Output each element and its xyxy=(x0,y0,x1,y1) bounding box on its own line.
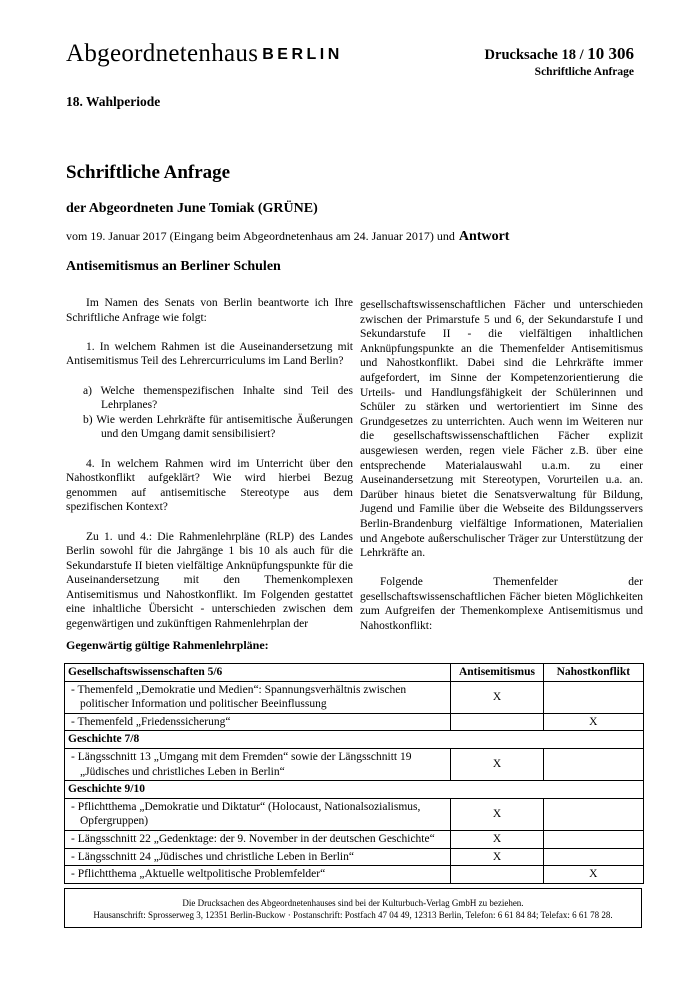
table-section-row xyxy=(65,731,644,749)
footer-box xyxy=(64,888,642,928)
question-2b: b) Wie werden Lehrkräfte für antisemitische Äußerungen und den Umgang damit sensibilisiert? xyxy=(83,413,353,441)
nahostkonflikt-mark: X xyxy=(543,866,643,884)
table-title: Gegenwärtig gültige Rahmenlehrpläne: xyxy=(66,638,269,652)
header-cell: Antisemitismus xyxy=(451,664,543,682)
topic-cell: - Längsschnitt 13 „Umgang mit dem Fremden“ sowie der Längsschnitt 19 „Jüdisches und christliches Leben in Berlin“ xyxy=(71,750,412,778)
topic-cell-wrap xyxy=(65,798,451,830)
nahostkonflikt-mark xyxy=(543,681,643,713)
answer-continued: gesellschaftswissenschaftlichen Fächer und unterschieden zwischen der Primarstufe 5 und 6, der Sekundarstufe I und Sekundarstufe II - die vielfältigen inhaltlichen Anknüpfungspunkte an die Themenfelder Antisemitismus und Nahostkonflikt. Dabei sind die Lehrkräfte immer aufgefordert, im Sinne der Kompetenzorientierung die Urteils- und Handlungsfähigkeit der Schülerinnen und Schüler zu stärken und wertorientiert im Sinne des Grundgesetzes zu unterrichten. Auch wenn im Weiteren nur die gesellschaftswissenschaftlichen Fächer explizit ausgewiesen werden, regen viele Fächer z.B. über eine entsprechende Materialauswahl u.a.m. zu einer Auseinandersetzung mit Stereotypen, Vorurteilen u.a. an. Darüber hinaus bietet die Senatsverwaltung für Bildung, Jugend und Familie über die Webseite des Bildungsservers Berlin-Brandenburg vielfältige Informationen, Materialien und Angebote außerschulischer Träger zur Unterstützung der Lehrkräfte an. xyxy=(360,299,643,560)
table-row xyxy=(65,866,644,884)
table-row xyxy=(65,830,644,848)
topic-cell: - Pflichtthema „Demokratie und Diktatur“ (Holocaust, Nationalsozialismus, Opfergruppen) xyxy=(71,800,421,828)
table-row xyxy=(65,713,644,731)
antwort-label: Antwort xyxy=(458,229,510,244)
drucksache-prefix: Drucksache 18 / xyxy=(484,47,584,63)
date-line xyxy=(66,229,509,245)
right-column xyxy=(360,298,643,648)
antisemitismus-mark xyxy=(451,866,543,884)
question-4: 4. In welchem Rahmen wird im Unterricht über den Nahostkonflikt aufgeklärt? Wie wird hierbei Bezug genommen auf antisemitische Stereotype aus dem spezifischen Kontext? xyxy=(66,457,353,514)
themes-intro: Folgende Themenfelder der gesellschaftswissenschaftlichen Fächer bieten Möglichkeiten zum Aufgreifen der Themenkomplexe Antisemitismus und Nahostkonflikt: xyxy=(360,576,643,633)
question-1: 1. In welchem Rahmen ist die Auseinandersetzung mit Antisemitismus Teil des Lehrercurriculums im Land Berlin? xyxy=(66,340,353,368)
header-cell: Nahostkonflikt xyxy=(543,664,643,682)
topic-cell: - Themenfeld „Friedenssicherung“ xyxy=(71,715,231,728)
table-row xyxy=(65,798,644,830)
table-section-row xyxy=(65,781,644,799)
section-label: Geschichte 9/10 xyxy=(65,781,644,799)
topic-cell: - Themenfeld „Demokratie und Medien“: Spannungsverhältnis zwischen politischer Information und politischer Beeinflussung xyxy=(71,683,407,711)
logo-main-text: Abgeordnetenhaus xyxy=(66,40,259,67)
drucksache-number xyxy=(485,44,634,64)
table-header-row xyxy=(65,664,644,682)
footer-line-1: Die Drucksachen des Abgeordnetenhauses sind bei der Kulturbuch-Verlag GmbH zu beziehen. xyxy=(182,898,524,908)
nahostkonflikt-mark xyxy=(543,830,643,848)
author-line: der Abgeordneten June Tomiak (GRÜNE) xyxy=(66,201,318,216)
topic-cell-wrap xyxy=(65,848,451,866)
question-2a: a) Welche themenspezifischen Inhalte sind Teil des Lehrplanes? xyxy=(83,384,353,412)
drucksache-value: 10 306 xyxy=(587,44,634,63)
logo-city-text: BERLIN xyxy=(262,46,343,63)
antisemitismus-mark: X xyxy=(451,748,543,780)
topic-cell: - Längsschnitt 22 „Gedenktage: der 9. November in der deutschen Geschichte“ xyxy=(71,832,435,845)
document-type: Schriftliche Anfrage xyxy=(534,66,634,78)
table-row xyxy=(65,848,644,866)
question-sublist xyxy=(66,384,353,442)
date-text: vom 19. Januar 2017 (Eingang beim Abgeordnetenhaus am 24. Januar 2017) und xyxy=(66,229,455,243)
answer-paragraph: Zu 1. und 4.: Die Rahmenlehrpläne (RLP) des Landes Berlin sowohl für die Jahrgänge 1 bis 10 als auch für die Sekundarstufe II bieten vielfältige Anknüpfungspunkte für die Auseinandersetzung mit den Themenkomplexen Antisemitismus und Nahostkonflikt. Im Folgenden gestattet eine inhaltliche Übersicht - unterschieden zwischen dem gegenwärtigen und zukünftigen Rahmenlehrplan der xyxy=(66,530,353,631)
antisemitismus-mark: X xyxy=(451,681,543,713)
nahostkonflikt-mark xyxy=(543,748,643,780)
antisemitismus-mark: X xyxy=(451,848,543,866)
nahostkonflikt-mark xyxy=(543,848,643,866)
curriculum-table xyxy=(64,663,644,884)
topic-cell: - Pflichtthema „Aktuelle weltpolitische Problemfelder“ xyxy=(71,868,326,881)
document-title: Schriftliche Anfrage xyxy=(66,162,231,183)
footer-line-2: Hausanschrift: Sprosserweg 3, 12351 Berlin-Buckow · Postanschrift: Postfach 47 04 49, 12313 Berlin, Telefon: 6 61 84 84; Telefax: 6 61 78 28. xyxy=(93,910,613,920)
nahostkonflikt-mark xyxy=(543,798,643,830)
topic-cell-wrap xyxy=(65,866,451,884)
subject-heading: Antisemitismus an Berliner Schulen xyxy=(66,259,281,274)
antisemitismus-mark xyxy=(451,713,543,731)
antisemitismus-mark: X xyxy=(451,830,543,848)
header-cell: Gesellschaftswissenschaften 5/6 xyxy=(65,664,451,682)
topic-cell-wrap xyxy=(65,713,451,731)
topic-cell-wrap xyxy=(65,830,451,848)
wahlperiode: 18. Wahlperiode xyxy=(66,94,161,109)
parliament-logo xyxy=(66,40,343,68)
table-row xyxy=(65,681,644,713)
table-row xyxy=(65,748,644,780)
left-column xyxy=(66,296,353,646)
section-label: Geschichte 7/8 xyxy=(65,731,644,749)
topic-cell-wrap xyxy=(65,748,451,780)
topic-cell: - Längsschnitt 24 „Jüdisches und christliche Leben in Berlin“ xyxy=(71,850,354,863)
nahostkonflikt-mark: X xyxy=(543,713,643,731)
antisemitismus-mark: X xyxy=(451,798,543,830)
intro-paragraph: Im Namen des Senats von Berlin beantworte ich Ihre Schriftliche Anfrage wie folgt: xyxy=(66,297,353,324)
topic-cell-wrap xyxy=(65,681,451,713)
